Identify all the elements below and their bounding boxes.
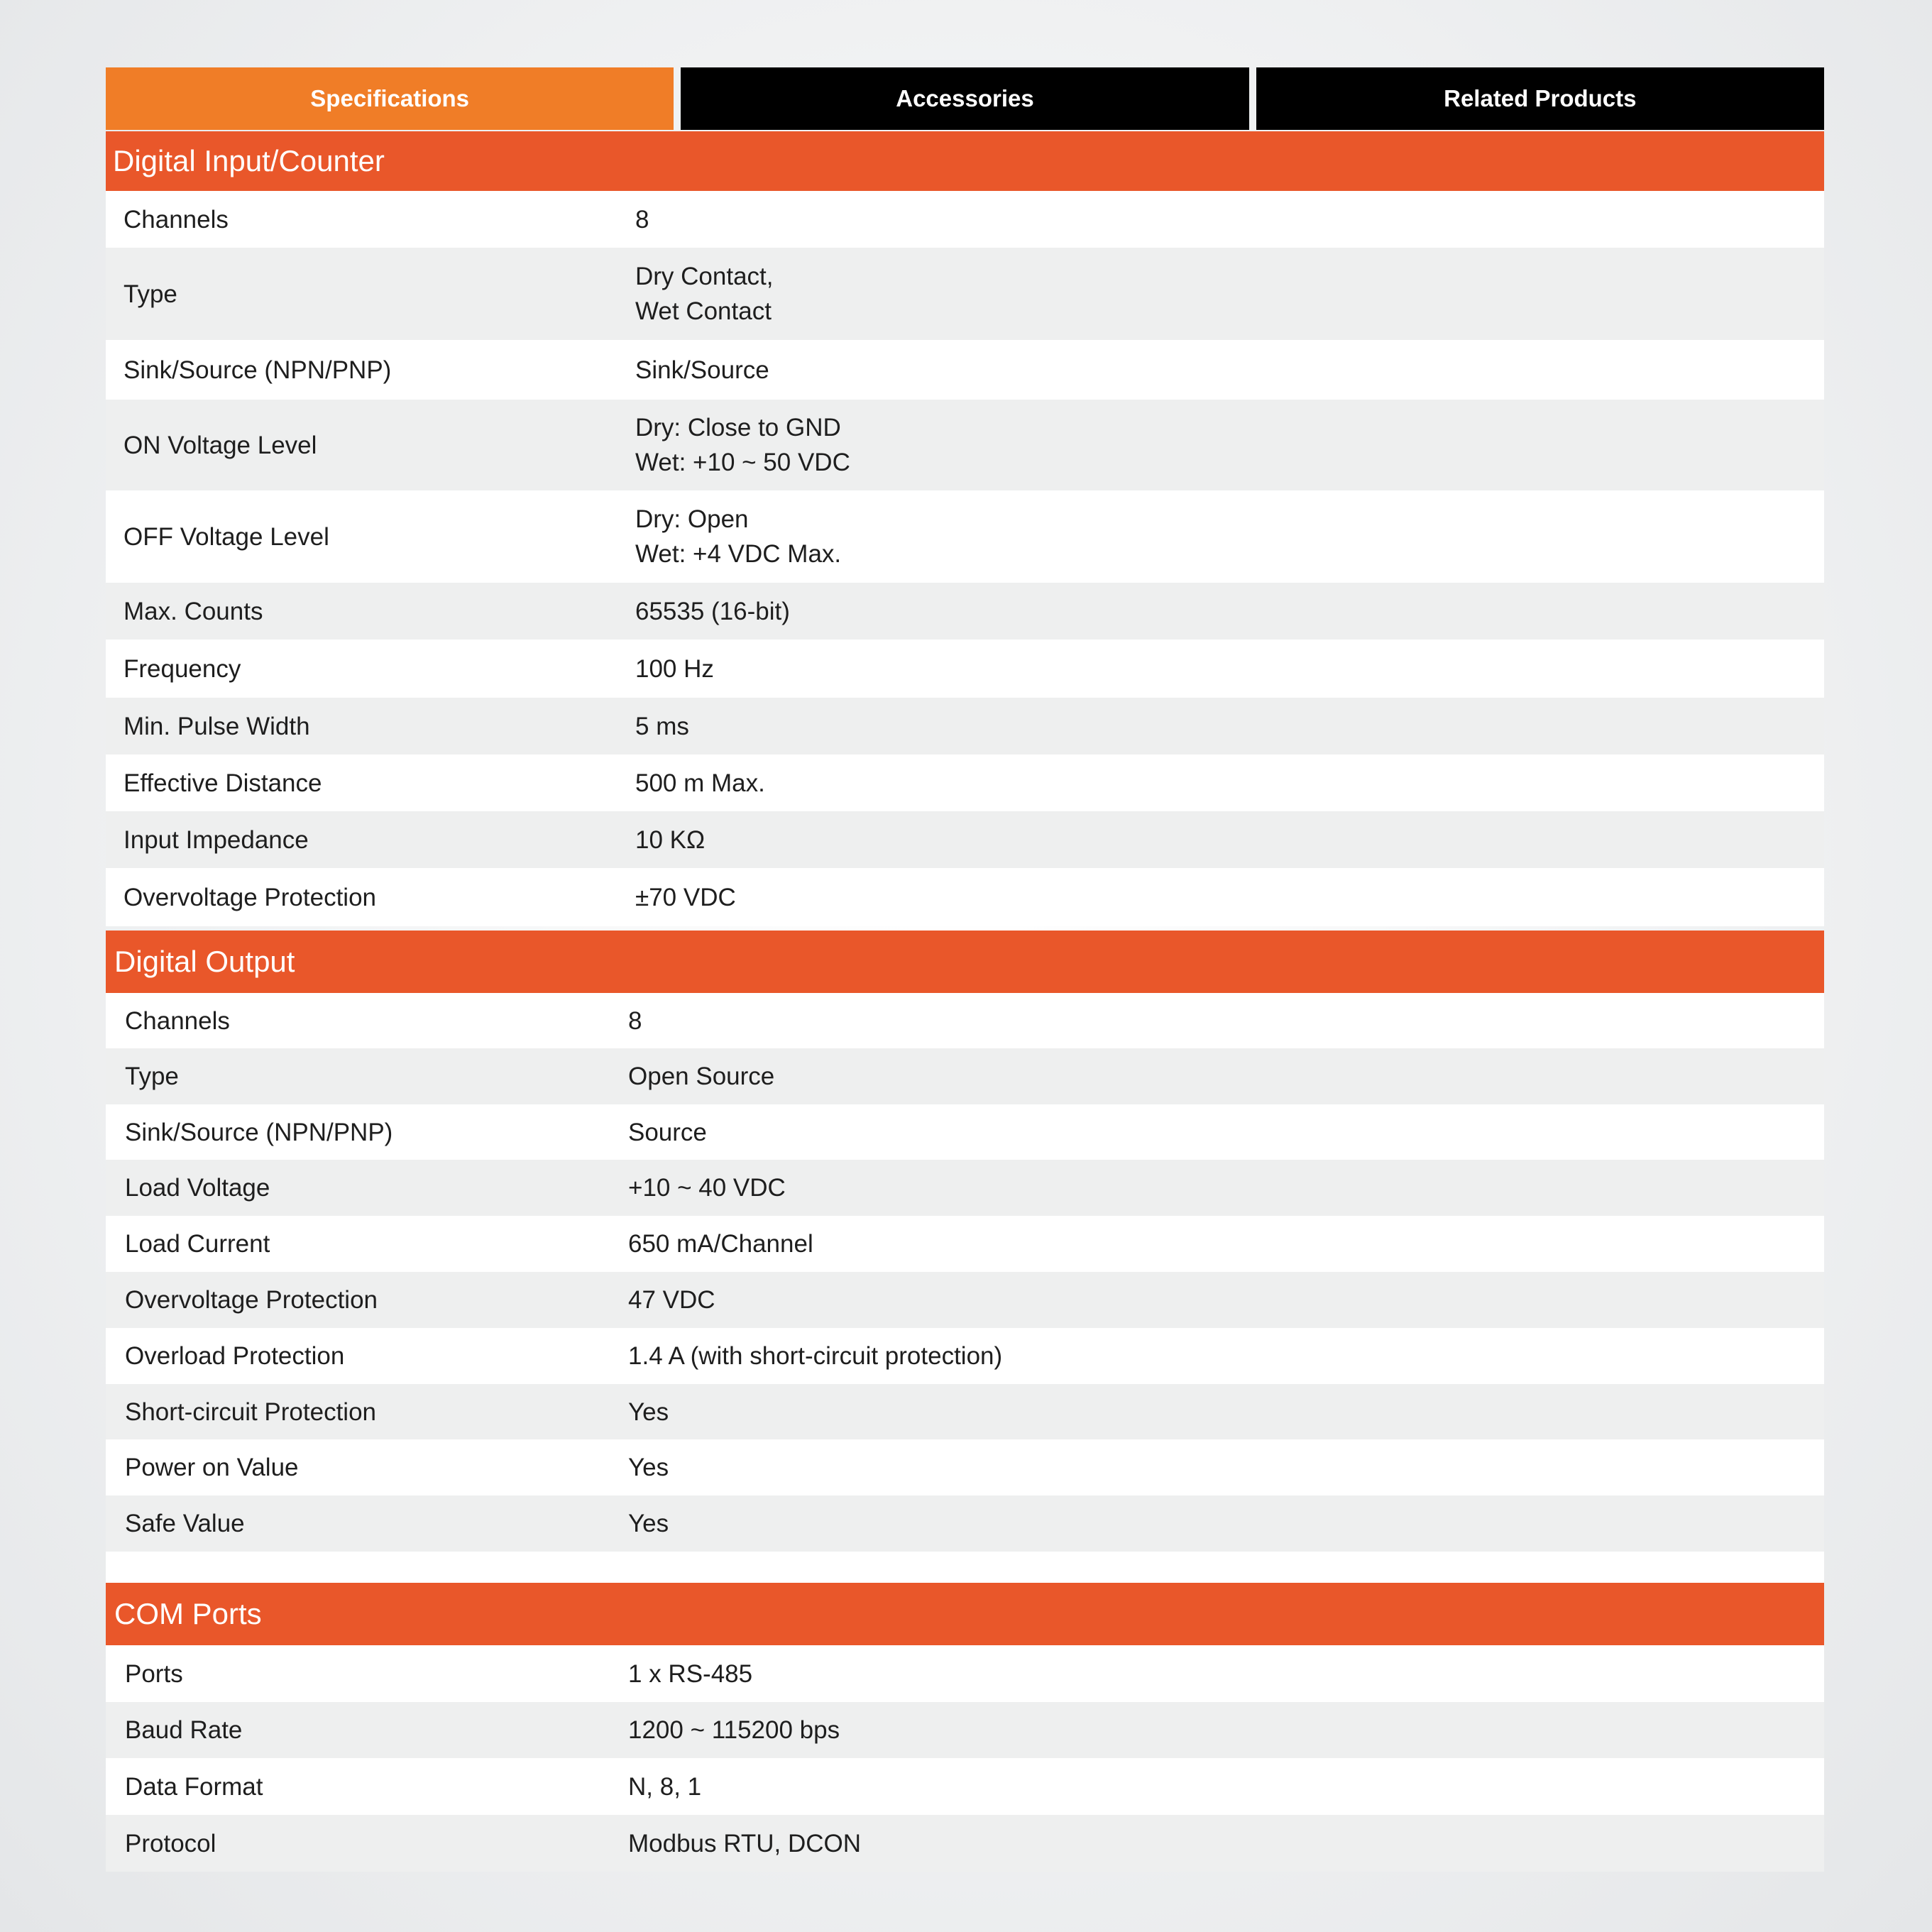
row-value: ±70 VDC [635,883,736,911]
table-row [106,1495,1824,1552]
table-row [106,1645,1824,1702]
table-row [106,1216,1824,1272]
table-row [106,490,1824,583]
row-label: Ports [125,1659,183,1688]
table-row [106,1439,1824,1495]
row-label: Type [125,1063,179,1090]
row-value: 65535 (16-bit) [635,597,790,625]
table-row [106,640,1824,698]
row-label: Safe Value [125,1510,245,1537]
row-value: Dry Contact, Wet Contact [635,263,774,325]
row-value: Dry: Close to GND Wet: +10 ~ 50 VDC [635,414,850,476]
row-label: Overvoltage Protection [124,883,377,911]
row-value: 100 Hz [635,654,714,683]
row-label: Type [124,280,177,308]
row-label: Min. Pulse Width [124,712,310,740]
section-spacer [106,1552,1824,1583]
table-row [106,1328,1824,1384]
row-value: 47 VDC [628,1286,715,1314]
row-value: 1 x RS-485 [628,1659,753,1688]
row-value: 1200 ~ 115200 bps [628,1716,840,1744]
table-row [106,248,1824,340]
table-row [106,754,1824,811]
table-row [106,340,1824,400]
section-com-ports [106,1583,1824,1872]
row-value: Yes [628,1398,669,1426]
table-row [106,583,1824,640]
row-value: Modbus RTU, DCON [628,1829,862,1857]
table-row [106,1104,1824,1160]
row-value: 10 KΩ [635,825,706,854]
section-digital-input [106,131,1824,926]
table-row [106,993,1824,1048]
section-title: COM Ports [106,1583,1824,1645]
row-value: Source [628,1118,707,1146]
row-value: Open Source [628,1063,775,1090]
table-row [106,811,1824,868]
row-value: 500 m Max. [635,769,765,797]
row-value: 8 [635,205,649,234]
row-label: Power on Value [125,1454,299,1481]
row-label: Max. Counts [124,597,263,625]
row-label: Input Impedance [124,825,309,854]
table-row [106,1702,1824,1758]
row-label: Load Voltage [125,1174,270,1202]
row-label: Sink/Source (NPN/PNP) [125,1118,393,1146]
table-row [106,1815,1824,1872]
tab-accessories[interactable]: Accessories [681,67,1248,130]
row-label: Load Current [125,1230,270,1258]
table-row [106,868,1824,926]
table-row [106,1384,1824,1439]
table-row [106,191,1824,248]
table-row [106,1048,1824,1104]
row-value: Yes [628,1454,669,1481]
tab-bar [106,67,1824,130]
tab-specifications[interactable]: Specifications [106,67,674,130]
row-label: Protocol [125,1829,216,1857]
row-value: 5 ms [635,712,689,740]
row-value: Dry: Open Wet: +4 VDC Max. [635,505,842,568]
section-digital-output [106,931,1824,1583]
row-value: 1.4 A (with short-circuit protection) [628,1342,1003,1370]
table-row [106,1272,1824,1328]
table-row [106,400,1824,490]
tab-related-products[interactable]: Related Products [1256,67,1824,130]
row-label: Short-circuit Protection [125,1398,377,1426]
row-label: ON Voltage Level [124,431,317,459]
row-value: 8 [628,1006,642,1035]
row-label: Frequency [124,654,241,683]
spec-panel [106,67,1824,1872]
row-label: Sink/Source (NPN/PNP) [124,356,392,384]
section-title: Digital Input/Counter [106,131,1824,191]
row-label: Overvoltage Protection [125,1286,378,1314]
row-label: Overload Protection [125,1342,345,1370]
row-value: Yes [628,1510,669,1537]
row-label: Baud Rate [125,1716,243,1744]
table-row [106,1160,1824,1216]
row-value: Sink/Source [635,356,769,384]
row-value: +10 ~ 40 VDC [628,1174,786,1202]
row-label: Data Format [125,1772,263,1801]
section-title: Digital Output [106,931,1824,993]
row-value: N, 8, 1 [628,1772,702,1801]
row-label: Channels [125,1006,230,1035]
table-row [106,698,1824,754]
row-label: OFF Voltage Level [124,522,329,551]
row-label: Effective Distance [124,769,322,797]
table-row [106,1758,1824,1815]
row-label: Channels [124,205,229,234]
row-value: 650 mA/Channel [628,1230,813,1258]
